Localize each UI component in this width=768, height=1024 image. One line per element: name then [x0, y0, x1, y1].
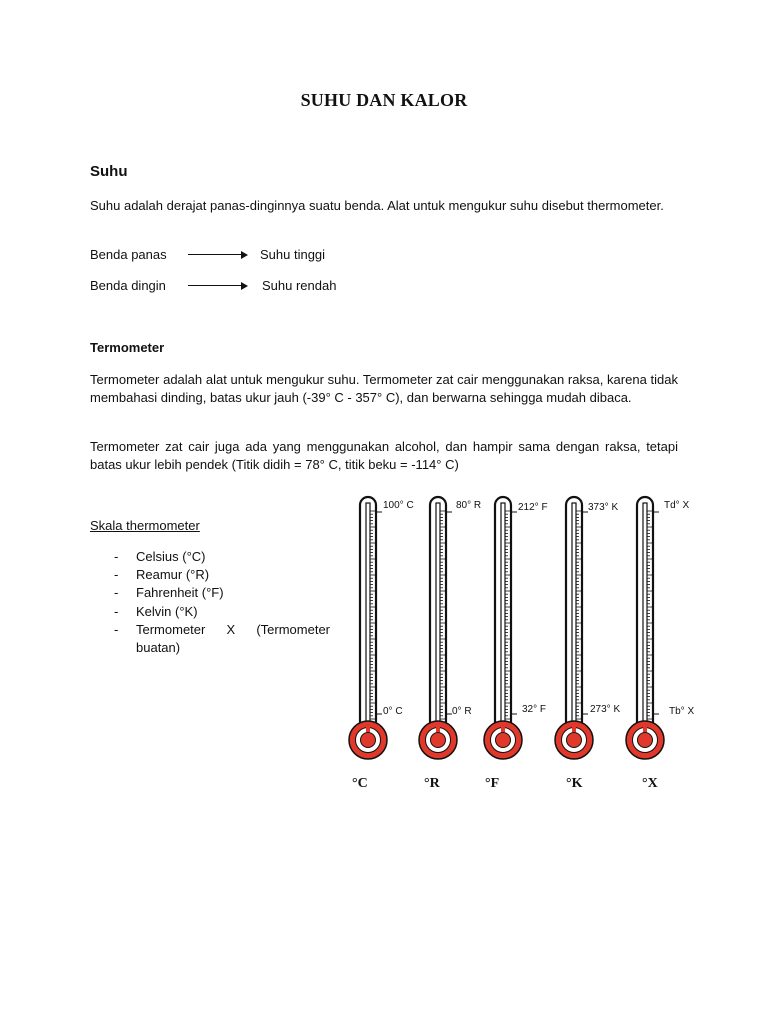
- thermometer-capillary: [572, 503, 576, 730]
- list-item-text: Termometer X (Termometer buatan): [136, 621, 330, 656]
- list-dash: -: [114, 567, 119, 583]
- thermometer: [349, 497, 387, 759]
- thermometer-capillary: [501, 503, 505, 730]
- thermometer: [419, 497, 457, 759]
- list-dash: -: [114, 585, 119, 601]
- thermometer-neck: [366, 724, 370, 732]
- thermometer: [626, 497, 664, 759]
- list-item-text: Kelvin (°K): [136, 603, 198, 619]
- thermometer: [555, 497, 593, 759]
- thermometer-bottom-label: Tb° X: [669, 706, 695, 717]
- thermometer-unit-label: °K: [566, 776, 583, 791]
- thermometer-bulb-core: [496, 733, 511, 748]
- termometer-paragraph-1: Termometer adalah alat untuk mengukur suhu. Termometer zat cair menggunakan raksa, karena tidak membahasi dinding, batas ukur jauh (-39° C - 357° C), dan berwarna sehingga mudah dibaca.: [90, 372, 678, 405]
- thermometer-capillary: [366, 503, 370, 730]
- thermometer-bulb-core: [638, 733, 653, 748]
- thermometer-top-label: 373° K: [588, 502, 619, 513]
- thermometer-top-label: Td° X: [664, 500, 690, 511]
- thermometer-bottom-label: 32° F: [522, 704, 547, 715]
- thermometer-unit-label: °R: [424, 776, 440, 791]
- thermometer-top-label: 80° R: [456, 500, 482, 511]
- pair-left: Benda dingin: [90, 278, 166, 293]
- pair-left: Benda panas: [90, 247, 167, 262]
- thermometer-neck: [501, 724, 505, 732]
- list-dash: -: [114, 603, 119, 619]
- suhu-paragraph: Suhu adalah derajat panas-dinginnya suatu benda. Alat untuk mengukur suhu disebut thermometer.: [90, 198, 664, 213]
- section-heading-suhu: Suhu: [90, 163, 128, 180]
- thermometer-bulb-core: [567, 733, 582, 748]
- thermometer-capillary: [643, 503, 647, 730]
- pair-right: Suhu tinggi: [260, 247, 326, 262]
- thermometer-unit-label: °X: [642, 776, 658, 791]
- thermometer-neck: [436, 724, 440, 732]
- thermometer-top-label: 100° C: [383, 500, 414, 511]
- scale-list-title: Skala thermometer: [90, 518, 200, 533]
- thermometer-neck: [572, 724, 576, 732]
- thermometer-unit-label: °F: [485, 776, 500, 791]
- thermometer: [484, 497, 522, 759]
- thermometer-capillary: [436, 503, 440, 730]
- list-dash: -: [114, 549, 119, 564]
- thermometer-bottom-label: 0° C: [383, 706, 403, 717]
- pair-right: Suhu rendah: [262, 278, 337, 293]
- list-dash: -: [114, 621, 119, 637]
- section-heading-termometer: Termometer: [90, 340, 165, 355]
- list-item-text: Reamur (°R): [136, 567, 210, 583]
- page-title: SUHU DAN KALOR: [300, 90, 468, 110]
- thermometer-bulb-core: [431, 733, 446, 748]
- thermometer-bulb-core: [361, 733, 376, 748]
- list-item-text: Celsius (°C): [136, 549, 206, 564]
- thermometer-bottom-label: 0° R: [452, 706, 472, 717]
- thermometer-bottom-label: 273° K: [590, 704, 621, 715]
- thermometer-unit-label: °C: [352, 776, 368, 791]
- list-item-text: Fahrenheit (°F): [136, 585, 224, 601]
- termometer-paragraph-2: Termometer zat cair juga ada yang menggunakan alcohol, dan hampir sama dengan raksa, tetapi batas ukur lebih pendek (Titik didih = 78° C, titik beku = -114° C): [90, 439, 678, 472]
- thermometer-top-label: 212° F: [518, 502, 548, 513]
- thermometer-neck: [643, 724, 647, 732]
